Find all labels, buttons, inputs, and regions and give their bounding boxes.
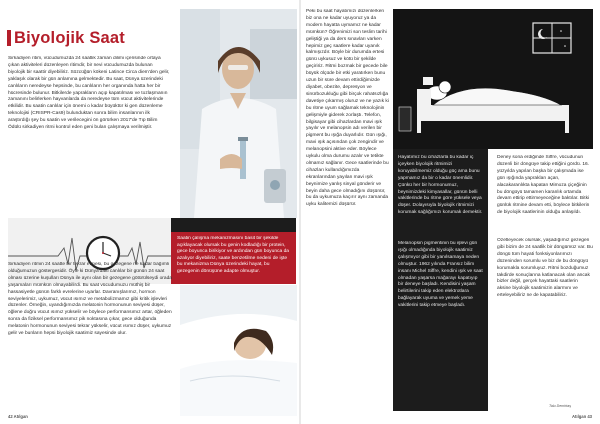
callout-header-strip	[171, 218, 296, 232]
paragraph-intro: Sirkadiyen ritim, vücudumuzda 24 saatlik zaman dilimi içerisinde ortaya çıkan aktiviteleri düzenleyen ritimdir, bir nevi vücudumuzda bulunan biyolojik bir saattir diyebiliriz. Sözcüğün kökeni Latince Circa diem'den gelir, yaklaşık olarak bir gün anlamına gelmektedir. Bu saat, Dünya üzerindeki canlıların neredeyse hepsinde, bu canlıların her organında hatta her bir hücresinde bulunur. Bitkilerde yaprakların açıp kapatılması ve tozlaşmanın zamanını belirlerken hayvanlarda da neredeyse tüm vücut aktivitelerinde etkilidir. Bu saatin canlılar için önemi o kadar büyüktür ki gen düzenleme teknolojisi (CRISPR-Cas9) bulunduktan sonra bilim insanlarının ilk araştırdığı şey bu saatin ve verilecegini ön görürken 2017'de Tıp Bilim Ödülü sirkadiyen ritmi kontrol eden geni bulan çalışmaya verilmiştir.	[8, 56, 170, 131]
title-accent-bar	[7, 30, 11, 46]
footer-left-page-number: 42 Atılgan	[8, 414, 28, 419]
page-spine	[299, 0, 301, 424]
author-signature: Talu Demirtaş	[549, 404, 572, 408]
paragraph-siffre: Melanopsin pigmentinin bu işlevi gün ışığı olmadığında biyolojik saatimiz çalışmıyor gibi bir yanılsamaya neden olmuştur. 1962 yılında Fransız bilim insanı Michel Siffre, kendini ışık ve saat olmadan yaşarsa mağarayı kapatıyıp bir deneye başladı. Kendisini yaşam belirtilerini takip eden elektrotlara bağlayarak uyuma ve yemek yeme vakitlerini takip etmeye başladı.	[398, 241, 483, 309]
footer-right-page-number: Atılgan 43	[571, 414, 592, 419]
sleeping-woman-illustration	[180, 285, 297, 416]
paragraph-importance: Hayatımız bu cihazlarla bu kadar iç içeyken biyolojik ritmimizi koruyabilmemiz olduğu güç ama bunu yapmamız da bir o kadar önemlidir. Çünkü her bir hormonumuz, beynimizdeki kimyasallar, günün belli vakitlerinde bu ritme göre yüksele veya düşer. Dolayısıyla biyolojik ritmimizi korumak sağlığımızı korumak demektir.	[398, 155, 483, 216]
paragraph-modern-life: Peki bu saat hayatımızı düzenlerken biz ona ne kadar uyuyoruz ya da modern hayatta uymamız ne kadar mümkün? Öğrenimizi son teslim tarihi geliştiği ya da ders sınavları varken hepimiz geç saatlere kadar uyanık kalmışızdır. Böyle bir durumda ertesi günü uykusuz ve kötü bir şekilde geçiririz. Ritmi bozmak bir gecede bile büyük ölçüde bir etki yaratırken bunu uzun bir süre devam ettirdiğimizde diyabet, obezite, depresyon ve sinürbozukluğu gibi birçok rahatsızlığa davetiye çıkarmış oluruz ve ne yazık ki bu ritme uyum sağlamak teknolojinin gelişmiyle giderek zorlaştı. Telefon, bilgisayar gibi cihazlardan mavi ışık yayılır ve melanopsin adı verilen bir pigment bu ışığa duyarlıdır. Gün ışığı, mavi ışık açısından çok zengindir ve melanopsini aktive eder. Böylece uykulu olma durumu azalır ve tetikte olmamız sağlanır. Gece saatlerinde bu cihazları kullandığımızda ekranlarından yayılan mavi ışık beynimize yanlış sinyal gönderir ve beyin daha gece olmadığını düşünür, bu da uykumuza kaçırır aynı zamanda uyku kalitemizi düşürür.	[306, 9, 389, 208]
paragraph-rhythm: Sirkadiyen ritmin 24 saatte bir tekrar etmesi, bu gezegene ne kadar bağımlı olduğumuzun göstergesidir. Öyle ki Dünya'daki canlılar bir günün 24 saat olması üzerine kuşulları Dünya ile aynı olan bir gezegene götürülseydi orada yaşamaları mümkün olmayabilirdi. Bu saat vücudumuzu müthiş bir hassasiyetle günün farklı evrelerine uyarlar. Davranışlarımız, hormon seviyelerimiz, uykumuz, vücut ısımız ve metabolizmamız gibi kritik işlevleri düzenler. Örneğin, uyandığımızda melatonin hormonunun seviyesi düşer, öğlene doğru vücut ısımız yükselir ve böylece performansımız artar, öğleden sonra da fiziksel performansımız pik noktasına çıkar, gece olduğunda melatonin hormonunun seviyesi tekrar yükselir, vücut ısımız düşer, uykumuz gelir ve bunların hepsi biyolojik saatimiz sayesinde olur.	[8, 262, 172, 337]
paragraph-mimosa: Deney sona erdiğinde Siffre, vücudunun düzenli bir döngüye takip ettiğini gördü. 16. yüzyılda yapılan başka bir çalışmada ise gün ışığında yaprakları açan, alacakaranlıkta kapatan Mimoza çiçeğinin bu döngüyü tamamen karanlık ortamda devam ettirip ettirmeyeceğine baktılar. Bitki günlük ritmine devam etti, böylece bitkilerin de biyolojik saatlerinin olduğu anlaşıldı.	[497, 155, 590, 216]
night-bedroom-illustration	[393, 9, 593, 149]
article-title: Biyolojik Saat	[14, 29, 126, 47]
paragraph-summary: Özetleyecek olursak, yaşadığımız gezegen gibi bizim de 24 saatlik bir döngümüz var. Bu döngü tüm hayati fonksiyonlarımızı düzeninden sorumlu ve biz de bu döngüyü korumakla sorumluyuz. Ritmi bozduğumuz takdirde sonuçlarına katlanacak olan ancak bizler değil, gerçek hayattaki saatlerin aksine biyolojik saatimizin alarmını ve erteleyebiliriz ne de kapatabiliriz.	[497, 238, 593, 299]
lab-scientist-photo	[180, 9, 297, 218]
callout-text: Saatin çalışma mekanizmasını basit bir şekilde açıklayacak olursak bu genin kodladığı bir protein, gece boyunca birikiyor ve ardından gün boyunca da azalıyor diyebiliriz, saate benzetilme nedeni de işte bu mekanizma Dünya üzerindeki hayat, bu gezegenin dönüşüne adapte olmuştur.	[177, 236, 290, 274]
night-sleep-illustration	[393, 9, 593, 149]
lab-scientist-illustration	[180, 9, 297, 218]
sleeping-woman-photo	[180, 285, 297, 416]
